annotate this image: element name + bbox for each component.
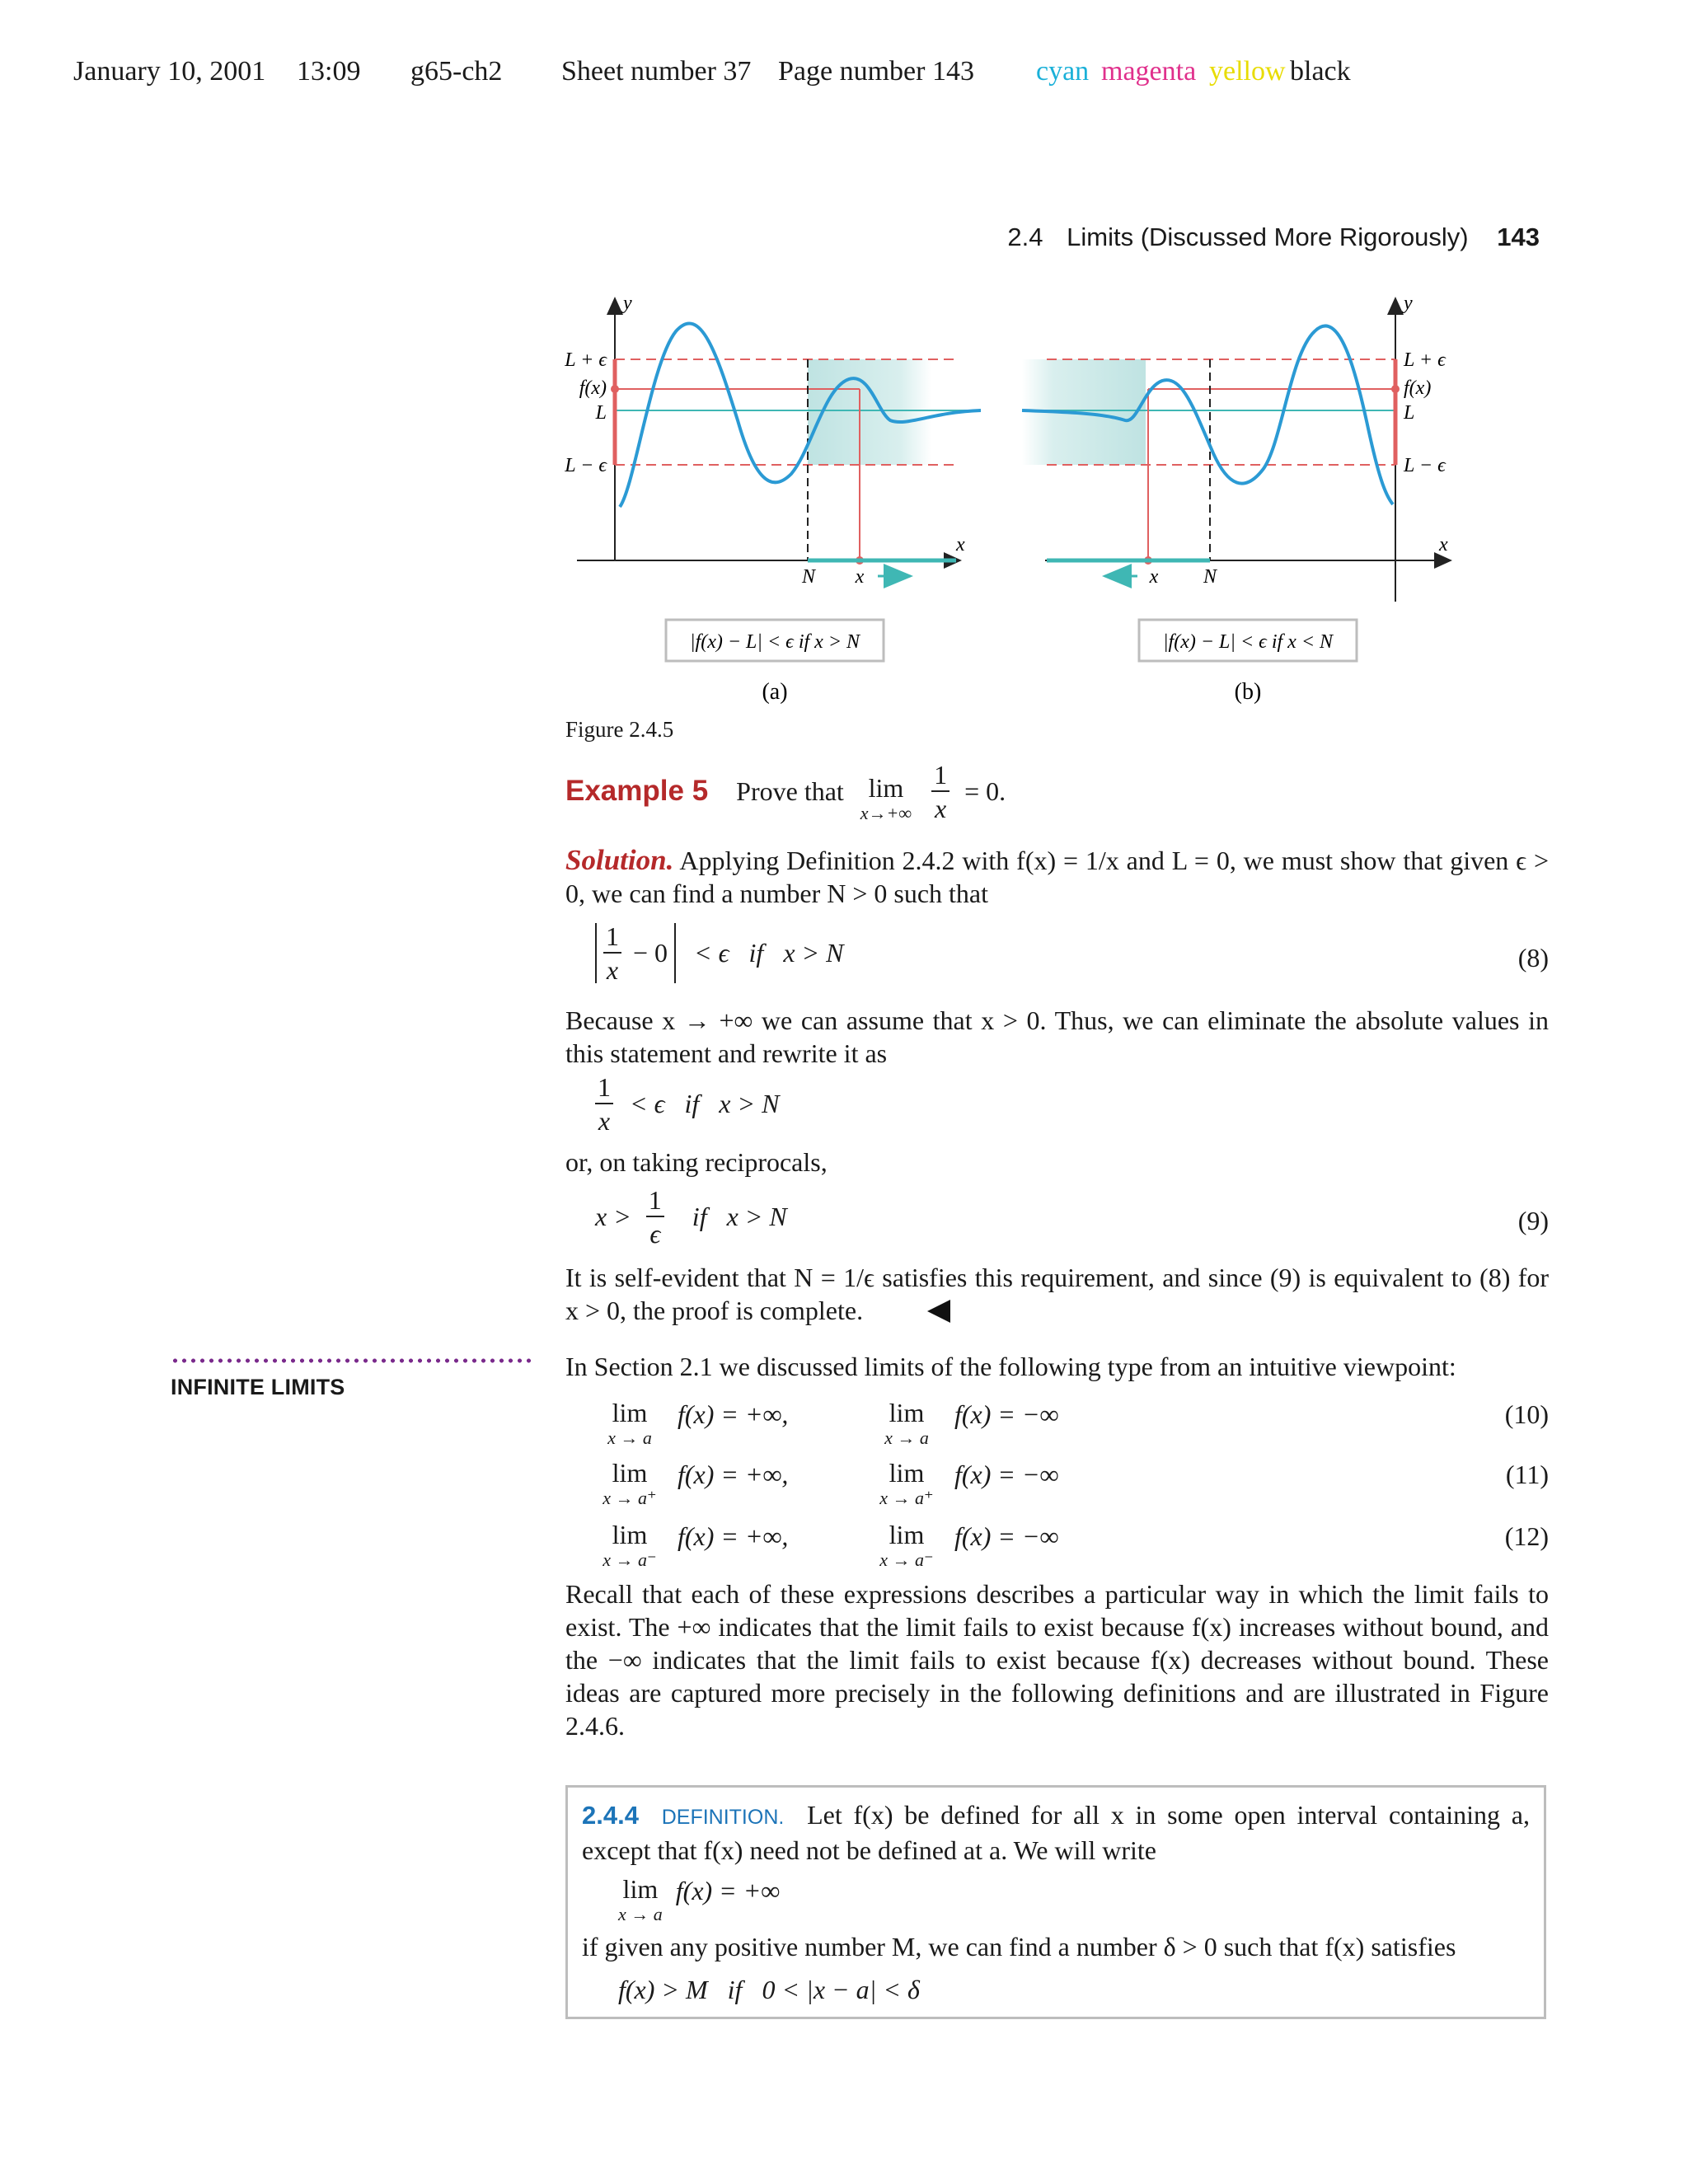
lim-word: lim — [889, 1398, 925, 1427]
eq9-rest: if x > N — [692, 1202, 787, 1231]
equation-11 — [595, 1460, 1058, 1507]
lim-subscript: x → a⁺ — [879, 1488, 934, 1508]
fx-dot — [611, 385, 619, 393]
solution-text-2: Because x → +∞ we can assume that x > 0. Thus, we can eliminate the absolute values in this statement and rewrite it as — [565, 1005, 1549, 1068]
definition-label: DEFINITION. — [661, 1806, 785, 1829]
definition-lim — [618, 1876, 663, 1924]
label-fx: f(x) — [1404, 377, 1432, 399]
lim-word: lim — [612, 1520, 648, 1549]
lim-subscript: x → a⁻ — [603, 1549, 657, 1570]
lim-word: lim — [612, 1458, 648, 1488]
lim-word: lim — [889, 1458, 925, 1488]
equation-reciprocal — [595, 1074, 779, 1134]
example-limit — [860, 775, 912, 823]
running-head-section: 2.4 — [1007, 223, 1043, 251]
fraction-num: 1 — [595, 1074, 613, 1104]
label-fx: f(x) — [579, 377, 607, 399]
lim-left — [595, 1521, 664, 1569]
fx-dot — [1391, 385, 1400, 393]
axis-y-label: y — [1404, 293, 1413, 314]
axis-x-label: x — [1439, 534, 1448, 555]
fraction-den: x — [934, 793, 947, 823]
eq-tag-9: (9) — [1517, 1206, 1549, 1235]
label-L: L — [595, 402, 607, 424]
fraction-den: ϵ — [649, 1219, 661, 1249]
eqb-fraction — [595, 1074, 613, 1134]
eq9-fraction — [646, 1187, 664, 1247]
equation-12 — [595, 1521, 1058, 1569]
lim-subscript: x → a⁺ — [603, 1488, 657, 1508]
fraction-num: 1 — [603, 923, 621, 954]
tag-b: (b) — [1234, 679, 1262, 705]
lim-right — [872, 1460, 941, 1507]
eq9-lhs: x > — [595, 1202, 631, 1231]
lim-right — [872, 1399, 941, 1447]
eqb-rest: < ϵ if x > N — [630, 1089, 780, 1118]
label-L-minus-eps: L − ϵ — [1404, 455, 1446, 476]
tick-x: x — [855, 566, 865, 588]
definition-text-2: if given any positive number M, we can find a number δ > 0 such that f(x) satisfies — [582, 1932, 1456, 1961]
figure-panel-b — [1022, 293, 1451, 705]
axis-x-label: x — [956, 534, 965, 555]
label-L-plus-eps: L + ϵ — [565, 349, 607, 371]
lim-word: lim — [612, 1398, 648, 1427]
lim-left — [595, 1460, 664, 1507]
solution-text-4 — [565, 1261, 1549, 1327]
slug-sheet: Sheet number 37 — [561, 56, 752, 87]
label-L-plus-eps: L + ϵ — [1404, 349, 1446, 371]
lim-subscript: x → a — [618, 1904, 663, 1924]
slug-page: Page number 143 — [778, 56, 974, 87]
figure-2-4-5 — [544, 288, 1467, 717]
fraction-den: x — [598, 1106, 611, 1136]
slug-magenta: magenta — [1101, 56, 1197, 87]
eq-tag-8: (8) — [1517, 943, 1549, 972]
slug-cyan: cyan — [1036, 56, 1090, 87]
lim-left-expr: f(x) = +∞, — [678, 1399, 789, 1429]
page-number: 143 — [1497, 223, 1540, 251]
lim-subscript: x → a — [884, 1427, 929, 1448]
prove-that: Prove that — [736, 776, 844, 806]
eq-tag-11: (11) — [1505, 1460, 1549, 1489]
side-heading: INFINITE LIMITS — [171, 1375, 345, 1399]
tick-N: N — [802, 566, 816, 588]
figure-panel-a — [564, 293, 981, 705]
solution-text-3: or, on taking reciprocals, — [565, 1147, 828, 1177]
lim-right-expr: f(x) = −∞ — [954, 1399, 1059, 1429]
eq8-rest: < ϵ if x > N — [694, 938, 844, 968]
equation-9 — [595, 1187, 787, 1247]
definition-limit — [618, 1876, 780, 1924]
solution-text-1: Applying Definition 2.4.2 with f(x) = 1/x and L = 0, we must show that given ϵ > 0, we can find a number N > 0 such that — [565, 846, 1550, 908]
running-head — [1007, 223, 1540, 252]
epsilon-band-shade — [808, 359, 931, 465]
lim-word: lim — [868, 773, 904, 803]
example-5 — [565, 760, 1006, 823]
slug-date: January 10, 2001 — [73, 56, 266, 87]
example-rhs: = 0. — [964, 776, 1006, 806]
running-head-title: Limits (Discussed More Rigorously) — [1067, 223, 1469, 251]
solution-paragraph — [565, 844, 1549, 910]
section-rule — [171, 1358, 533, 1363]
fraction-num: 1 — [646, 1187, 664, 1217]
definition-condition: f(x) > M if 0 < |x − a| < δ — [618, 1975, 920, 2004]
equation-10 — [595, 1399, 1058, 1447]
lim-right-expr: f(x) = −∞ — [954, 1460, 1059, 1489]
definition-text-1 — [582, 1798, 1530, 1867]
slug-file: g65-ch2 — [410, 56, 503, 87]
eq-tag-12: (12) — [1504, 1521, 1549, 1551]
lim-right-expr: f(x) = −∞ — [954, 1521, 1059, 1551]
lim-right — [872, 1521, 941, 1569]
lim-left-expr: f(x) = +∞, — [678, 1460, 789, 1489]
eq-tag-10: (10) — [1504, 1399, 1549, 1429]
example-fraction — [931, 759, 950, 823]
slug-yellow: yellow — [1209, 56, 1286, 87]
label-L-minus-eps: L − ϵ — [565, 455, 607, 476]
eq8-fraction — [603, 923, 621, 983]
label-L: L — [1404, 402, 1415, 424]
example-label: Example 5 — [565, 775, 709, 807]
fraction-den: x — [606, 955, 619, 985]
infinite-limits-intro: In Section 2.1 we discussed limits of the following type from an intuitive viewpoint: — [565, 1352, 1456, 1381]
tick-x: x — [1149, 566, 1159, 588]
lim-subscript: x→+∞ — [860, 803, 912, 823]
fraction-num: 1 — [931, 762, 950, 792]
slug-black: black — [1290, 56, 1351, 87]
end-of-proof-icon — [927, 1300, 950, 1323]
lim-subscript: x → a — [607, 1427, 652, 1448]
caption-a: |f(x) − L| < ϵ if x > N — [689, 631, 860, 653]
lim-left-expr: f(x) = +∞, — [678, 1521, 789, 1551]
tag-a: (a) — [762, 679, 788, 705]
recall-paragraph: Recall that each of these expressions describes a particular way in which the limit fails to exist. The +∞ indicates that the limit fails to exist because f(x) increases without bound, and the −∞ indicates that the limit fails to exist because f(x) decreases without bound. These ideas are captured more precisely in the following definitions and are illustrated in Figure 2.4.6. — [565, 1579, 1549, 1741]
lim-word: lim — [622, 1874, 659, 1904]
solution-text-4-content: It is self-evident that N = 1/ϵ satisfies this requirement, and since (9) is equivalent to (8) for x > 0, the proof is complete. — [565, 1263, 1549, 1325]
definition-number: 2.4.4 — [582, 1801, 639, 1830]
axis-y-label: y — [623, 293, 632, 314]
lim-subscript: x → a⁻ — [879, 1549, 934, 1570]
definition-statement: Let f(x) be defined for all x in some open interval containing a, except that f(x) need not be defined at a. We will write — [582, 1800, 1530, 1865]
solution-label: Solution. — [565, 844, 674, 876]
definition-lim-expr: f(x) = +∞ — [675, 1876, 781, 1905]
lim-left — [595, 1399, 664, 1447]
lim-word: lim — [889, 1520, 925, 1549]
slug-time: 13:09 — [297, 56, 361, 87]
tick-N: N — [1203, 566, 1217, 588]
eq8-minus-zero: − 0 — [633, 938, 668, 968]
figure-label: Figure 2.4.5 — [565, 717, 674, 742]
abs-value — [595, 923, 676, 983]
equation-8 — [595, 923, 843, 983]
caption-b: |f(x) − L| < ϵ if x < N — [1162, 631, 1334, 653]
